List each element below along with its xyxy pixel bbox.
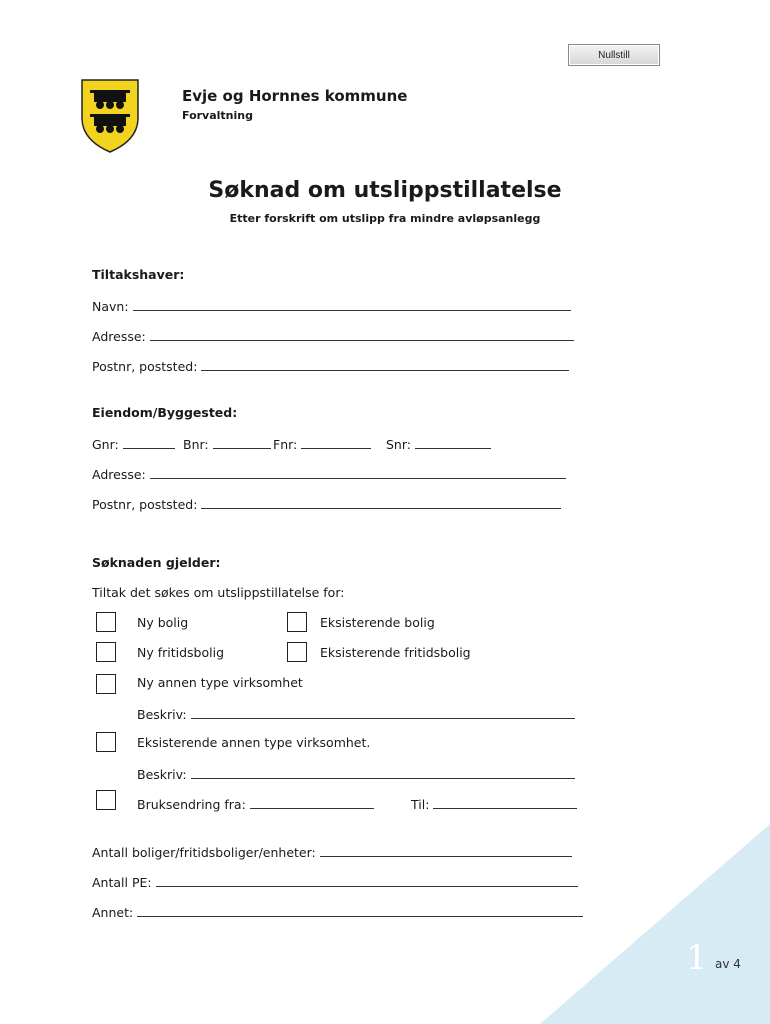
checkbox-eksisterende-annen-virksomhet[interactable] xyxy=(96,732,116,752)
label-ny-fritidsbolig: Ny fritidsbolig xyxy=(137,645,225,660)
section-heading-soknad: Søknaden gjelder: xyxy=(92,555,221,570)
adresse-field[interactable] xyxy=(150,327,574,341)
org-department: Forvaltning xyxy=(182,109,253,122)
antall-boliger-label: Antall boliger/fritidsboliger/enheter: xyxy=(92,845,316,860)
bruksendring-fra-label: Bruksendring fra: xyxy=(137,797,246,812)
page-number: 1 xyxy=(686,938,708,978)
reset-button[interactable]: Nullstill xyxy=(568,44,660,66)
eiendom-postnr-label: Postnr, poststed: xyxy=(92,497,198,512)
antall-pe-field[interactable] xyxy=(156,873,578,887)
checkbox-bruksendring[interactable] xyxy=(96,790,116,810)
field-row-bruksendring-til xyxy=(411,795,577,812)
field-row-bruksendring-fra xyxy=(137,795,374,812)
org-name: Evje og Hornnes kommune xyxy=(182,87,408,105)
bnr-label: Bnr: xyxy=(183,437,209,452)
annet-label: Annet: xyxy=(92,905,134,920)
antall-pe-label: Antall PE: xyxy=(92,875,152,890)
snr-field[interactable] xyxy=(415,435,491,449)
fnr-label: Fnr: xyxy=(273,437,298,452)
annet-field[interactable] xyxy=(137,903,583,917)
gnr-label: Gnr: xyxy=(92,437,119,452)
checkbox-eksisterende-fritidsbolig[interactable] xyxy=(287,642,307,662)
label-ny-annen-virksomhet: Ny annen type virksomhet xyxy=(137,675,303,690)
postnr-field[interactable] xyxy=(201,357,569,371)
field-row-postnr xyxy=(92,357,569,374)
soknad-intro: Tiltak det søkes om utslippstillatelse for: xyxy=(92,585,345,600)
beskriv-1-label: Beskriv: xyxy=(137,707,187,722)
field-row-antall-pe xyxy=(92,873,578,890)
eiendom-adresse-field[interactable] xyxy=(150,465,566,479)
label-eksisterende-annen-virksomhet: Eksisterende annen type virksomhet. xyxy=(137,735,371,750)
eiendom-postnr-field[interactable] xyxy=(201,495,561,509)
field-row-eiendom-adresse xyxy=(92,465,566,482)
bruksendring-fra-field[interactable] xyxy=(250,795,374,809)
label-eksisterende-fritidsbolig: Eksisterende fritidsbolig xyxy=(320,645,471,660)
navn-field[interactable] xyxy=(133,297,571,311)
field-row-snr xyxy=(386,435,491,452)
gnr-field[interactable] xyxy=(123,435,175,449)
antall-boliger-field[interactable] xyxy=(320,843,572,857)
municipality-crest-icon xyxy=(80,78,140,154)
fnr-field[interactable] xyxy=(301,435,371,449)
field-row-bnr xyxy=(183,435,271,452)
adresse-label: Adresse: xyxy=(92,329,146,344)
beskriv-2-field[interactable] xyxy=(191,765,575,779)
postnr-label: Postnr, poststed: xyxy=(92,359,198,374)
bruksendring-til-label: Til: xyxy=(411,797,430,812)
field-row-navn xyxy=(92,297,571,314)
page-title: Søknad om utslippstillatelse xyxy=(208,178,562,203)
checkbox-eksisterende-bolig[interactable] xyxy=(287,612,307,632)
section-heading-tiltakshaver: Tiltakshaver: xyxy=(92,267,185,282)
bnr-field[interactable] xyxy=(213,435,271,449)
field-row-beskriv-1 xyxy=(137,705,575,722)
label-eksisterende-bolig: Eksisterende bolig xyxy=(320,615,435,630)
field-row-eiendom-postnr xyxy=(92,495,561,512)
field-row-antall-boliger xyxy=(92,843,572,860)
field-row-adresse xyxy=(92,327,574,344)
navn-label: Navn: xyxy=(92,299,129,314)
beskriv-2-label: Beskriv: xyxy=(137,767,187,782)
beskriv-1-field[interactable] xyxy=(191,705,575,719)
checkbox-ny-fritidsbolig[interactable] xyxy=(96,642,116,662)
bruksendring-til-field[interactable] xyxy=(433,795,577,809)
field-row-annet xyxy=(92,903,583,920)
eiendom-adresse-label: Adresse: xyxy=(92,467,146,482)
section-heading-eiendom: Eiendom/Byggested: xyxy=(92,405,238,420)
field-row-beskriv-2 xyxy=(137,765,575,782)
checkbox-ny-bolig[interactable] xyxy=(96,612,116,632)
checkbox-ny-annen-virksomhet[interactable] xyxy=(96,674,116,694)
label-ny-bolig: Ny bolig xyxy=(137,615,189,630)
page-total: av 4 xyxy=(715,957,741,971)
field-row-gnr xyxy=(92,435,175,452)
corner-decoration xyxy=(540,824,770,1024)
page-subtitle: Etter forskrift om utslipp fra mindre avløpsanlegg xyxy=(229,212,541,225)
field-row-fnr xyxy=(273,435,371,452)
snr-label: Snr: xyxy=(386,437,411,452)
